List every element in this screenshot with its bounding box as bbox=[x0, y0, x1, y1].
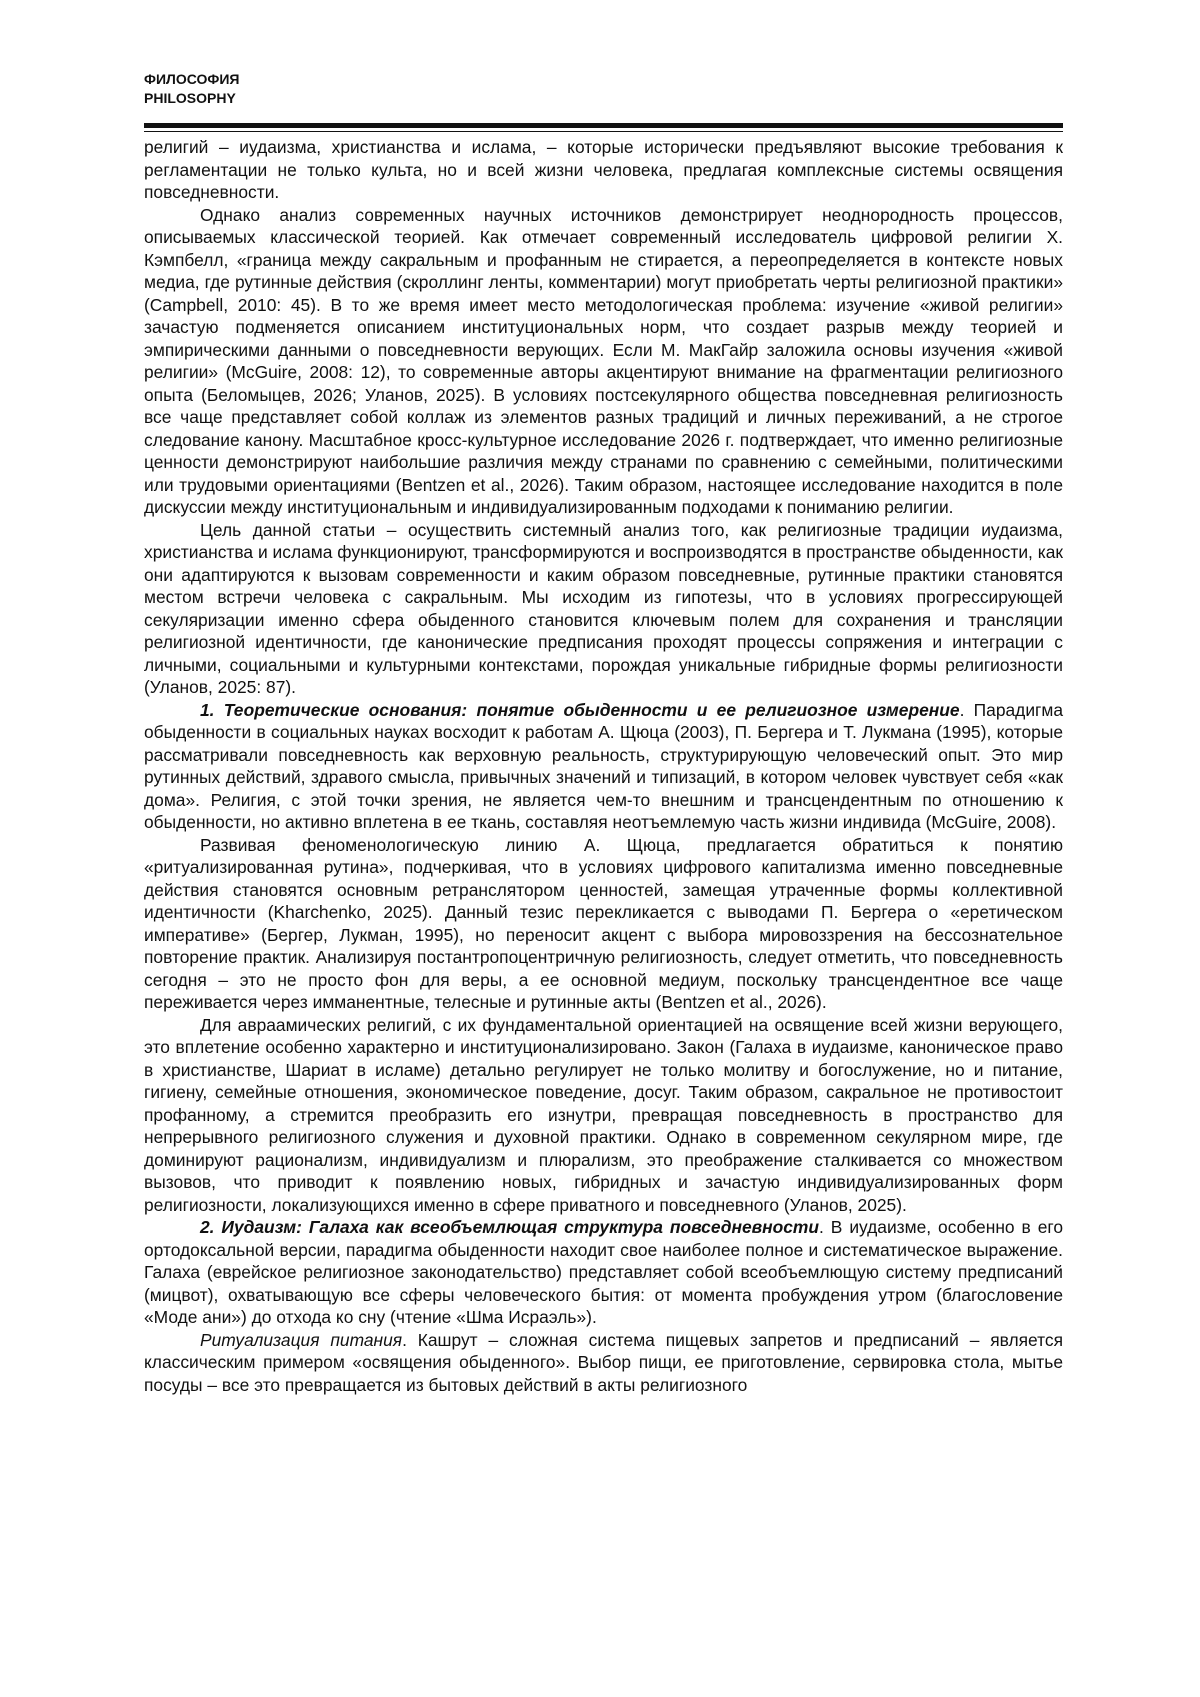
paragraph: религий – иудаизма, христианства и ислама, – которые исторически предъявляют высокие требования к регламентации не только культа, но и всей жизни человека, предлагая комплексные системы освящения повседневности. bbox=[144, 137, 1063, 202]
paragraph: Для авраамических религий, с их фундаментальной ориентацией на освящение всей жизни верующего, это вплетение особенно характерно и институционализировано. Закон (Галаха в иудаизме, каноническое право в христианстве, Шариат в исламе) детально регулирует не только молитву и богослужение, но и питание, гигиену, семейные отношения, экономическое поведение, досуг. Таким образом, сакральное не противостоит профанному, а стремится преобразить его изнутри, превращая повседневность в пространство для непрерывного религиозного служения и духовной практики. Однако в современном секулярном мире, где доминируют рационализм, индивидуализм и плюрализм, это преображение сталкивается со множеством вызовов, что приводит к появлению новых, гибридных и зачастую индивидуализированных форм религиозности, локализующихся именно в сфере приватного и повседневного (Уланов, 2025). bbox=[144, 1014, 1063, 1215]
paragraph bbox=[144, 1216, 1063, 1329]
header-rule-thick bbox=[144, 123, 1063, 128]
paragraph-text: . В иудаизме, особенно в его ортодоксальной версии, парадигма обыденности находит свое наиболее полное и систематическое выражение. Галаха (еврейское религиозное законодательство) представляет собой всеобъемлющую систему предписаний (мицвот), охватывающую все сферы человеческого бытия: от момента пробуждения утром (благословение «Моде ани») до отхода ко сну (чтение «Шма Исраэль»). bbox=[144, 1217, 1063, 1327]
section-heading: 1. Теоретические основания: понятие обыденности и ее религиозное измерение bbox=[200, 699, 960, 720]
paragraph: Однако анализ современных научных источников демонстрирует неоднородность процессов, описываемых классической теорией. Как отмечает современный исследователь цифровой религии Х. Кэмпбелл, «граница между сакральным и профанным не стирается, а переопределяется в контексте новых медиа, где рутинные действия (скроллинг ленты, комментарии) могут приобретать черты религиозной практики» (Campbell, 2010: 45). В то же время имеет место методологическая проблема: изучение «живой религии» зачастую подменяется описанием институциональных норм, что создает разрыв между теорией и эмпирическими данными о повседневности верующих. Если М. МакГайр заложила основы изучения «живой религии» (McGuire, 2008: 12), то современные авторы акцентируют внимание на фрагментации религиозного опыта (Беломыцев, 2026; Уланов, 2025). В условиях постсекулярного общества повседневная религиозность все чаще представляет собой коллаж из элементов разных традиций и личных переживаний, а не строгое следование канону. Масштабное кросс-культурное исследование 2026 г. подтверждает, что именно религиозные ценности демонстрируют наибольшие различия между странами по сравнению с семейными, политическими или трудовыми ориентациями (Bentzen et al., 2026). Таким образом, настоящее исследование находится в поле дискуссии между институциональным и индивидуализированным подходами к пониманию религии. bbox=[144, 204, 1063, 517]
paragraph-text: . Парадигма обыденности в социальных науках восходит к работам А. Щюца (2003), П. Бергера и Т. Лукмана (1995), которые рассматривали повседневность как верховную реальность, структурирующую человеческий опыт. Это мир рутинных действий, здравого смысла, привычных значений и типизаций, в котором человек чувствует себя «как дома». Религия, с этой точки зрения, не является чем-то внешним и трансцендентным по отношению к обыденности, но активно вплетена в ее ткань, составляя неотъемлемую часть жизни индивида (McGuire, 2008). bbox=[144, 699, 1063, 832]
article-body bbox=[144, 136, 1063, 1396]
paragraph bbox=[144, 699, 1063, 834]
paragraph: Цель данной статьи – осуществить системный анализ того, как религиозные традиции иудаизма, христианства и ислама функционируют, трансформируются и воспроизводятся в пространстве обыденности, как они адаптируются к вызовам современности и каким образом повседневные, рутинные практики становятся местом встречи человека с сакральным. Мы исходим из гипотезы, что в условиях прогрессирующей секуляризации именно сфера обыденного становится ключевым полем для сохранения и трансляции религиозной идентичности, где канонические предписания проходят процессы сопряжения и интеграции с личными, социальными и культурными контекстами, порождая уникальные гибридные формы религиозности (Уланов, 2025: 87). bbox=[144, 519, 1063, 697]
paragraph: Развивая феноменологическую линию А. Щюца, предлагается обратиться к понятию «ритуализированная рутина», подчеркивая, что в условиях цифрового капитализма именно повседневные действия становятся основным ретранслятором ценностей, замещая утраченные формы коллективной идентичности (Kharchenko, 2025). Данный тезис перекликается с выводами П. Бергера о «еретическом императиве» (Бергер, Лукман, 1995), но переносит акцент с выбора мировоззрения на бессознательное повторение практик. Анализируя постантропоцентричную религиозность, следует отметить, что повседневность сегодня – это не просто фон для веры, а ее основной медиум, поскольку трансцендентное все чаще переживается через имманентные, телесные и рутинные акты (Bentzen et al., 2026). bbox=[144, 834, 1063, 1012]
paragraph-text: . Кашрут – сложная система пищевых запретов и предписаний – является классическим примером «освящения обыденного». Выбор пищи, ее приготовление, сервировка стола, мытье посуды – все это превращается из бытовых действий в акты религиозного bbox=[144, 1329, 1064, 1395]
section-title-ru: ФИЛОСОФИЯ bbox=[144, 71, 240, 87]
section-heading: 2. Иудаизм: Галаха как всеобъемлющая структура повседневности bbox=[200, 1217, 820, 1237]
running-head bbox=[144, 70, 239, 108]
italic-lead: Ритуализация питания bbox=[200, 1329, 403, 1350]
paragraph bbox=[144, 1329, 1063, 1397]
header-rule-thin bbox=[144, 131, 1063, 132]
section-title-en: PHILOSOPHY bbox=[144, 90, 236, 106]
